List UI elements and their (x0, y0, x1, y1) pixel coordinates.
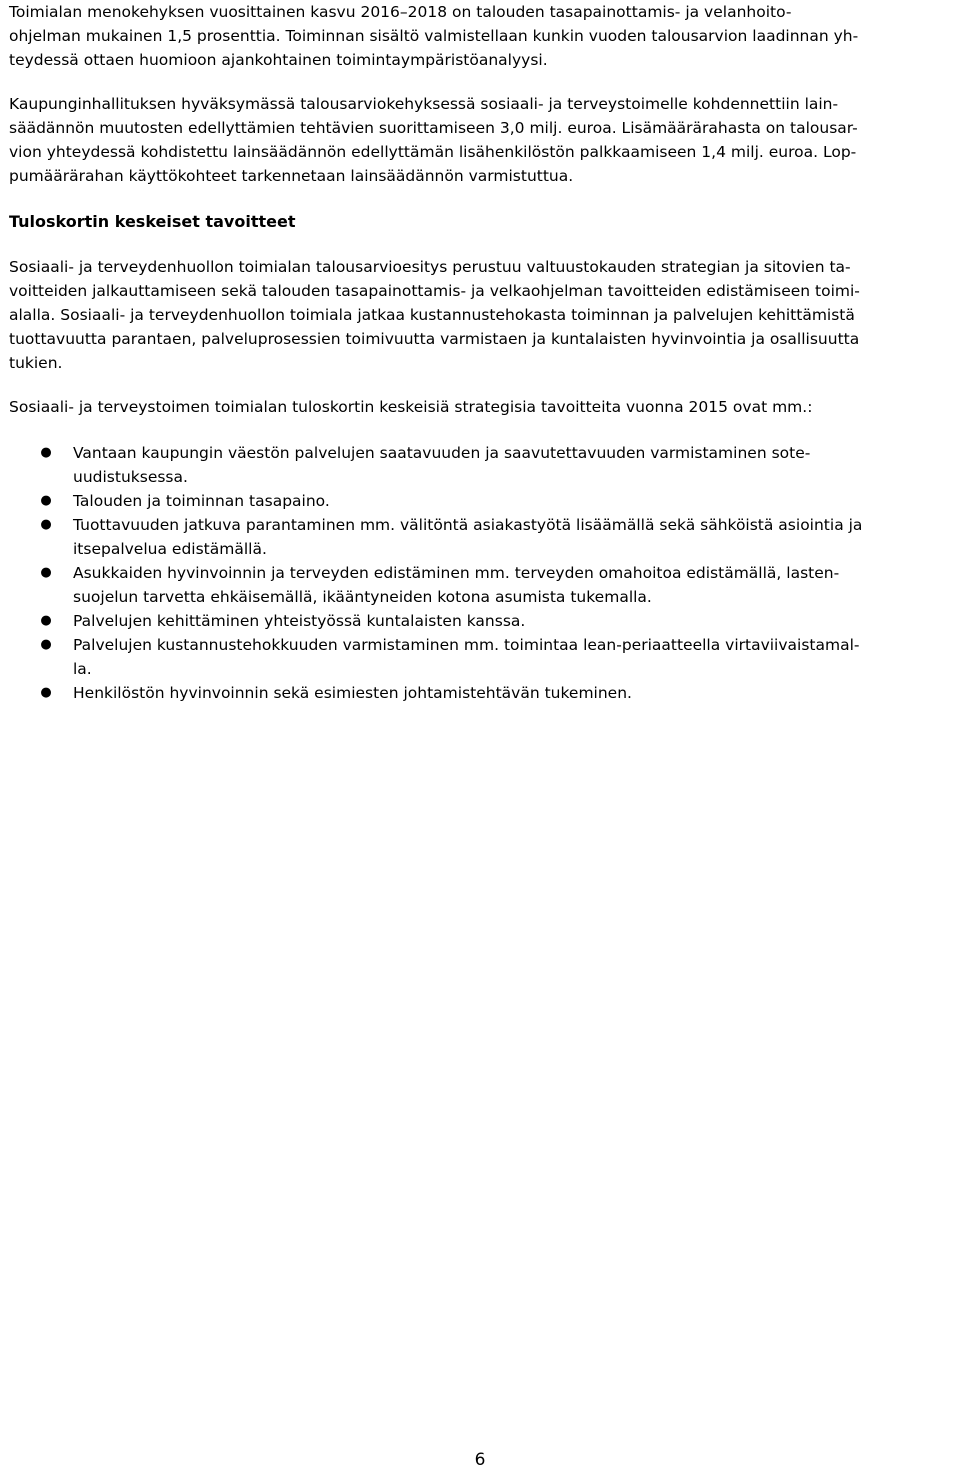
paragraph-legislation-funding (9, 92, 954, 188)
text-line: Sosiaali- ja terveydenhuollon toimialan talousarvioesitys perustuu valtuustokauden strategian ja sitovien ta- (9, 258, 851, 276)
list-item (9, 489, 954, 513)
text-line: Asukkaiden hyvinvoinnin ja terveyden edistäminen mm. terveyden omahoitoa edistämällä, lasten- (73, 564, 840, 582)
list-item (9, 633, 954, 681)
text-line: Tuottavuuden jatkuva parantaminen mm. välitöntä asiakastyötä lisäämällä sekä sähköistä asiointia ja (73, 516, 863, 534)
text-line: ohjelman mukainen 1,5 prosenttia. Toiminnan sisältö valmistellaan kunkin vuoden talousarvion laadinnan yh- (9, 27, 859, 45)
paragraph-budget-growth (9, 0, 954, 72)
text-line: itsepalvelua edistämällä. (73, 540, 267, 558)
text-line: teydessä ottaen huomioon ajankohtainen toimintaympäristöanalyysi. (9, 51, 548, 69)
list-item (9, 609, 954, 633)
text-line: Kaupunginhallituksen hyväksymässä talousarviokehyksessä sosiaali- ja terveystoimelle kohdennettiin lain- (9, 95, 839, 113)
goals-list (9, 441, 954, 705)
paragraph-strategy (9, 255, 954, 375)
text-line: Talouden ja toiminnan tasapaino. (73, 492, 330, 510)
bullet-icon: ● (40, 685, 52, 700)
text-line: alalla. Sosiaali- ja terveydenhuollon toimiala jatkaa kustannustehokasta toiminnan ja palvelujen kehittämistä (9, 306, 855, 324)
text-line: vion yhteydessä kohdistettu lainsäädännön edellyttämän lisähenkilöstön palkkaamiseen 1,4 milj. euroa. Lop- (9, 143, 857, 161)
bullet-icon: ● (40, 613, 52, 628)
bullet-icon: ● (40, 565, 52, 580)
text-line: uudistuksessa. (73, 468, 188, 486)
document-page (9, 0, 954, 705)
text-line: voitteiden jalkauttamiseen sekä talouden tasapainottamis- ja velkaohjelman tavoitteiden edistämiseen toimi- (9, 282, 860, 300)
text-line: Palvelujen kehittäminen yhteistyössä kuntalaisten kanssa. (73, 612, 526, 630)
text-line: suojelun tarvetta ehkäisemällä, ikääntyneiden kotona asumista tukemalla. (73, 588, 652, 606)
list-item (9, 513, 954, 561)
list-item (9, 441, 954, 489)
text-line: la. (73, 660, 92, 678)
text-line: säädännön muutosten edellyttämien tehtävien suorittamiseen 3,0 milj. euroa. Lisämäärärahasta on talousar- (9, 119, 858, 137)
page-number: 6 (474, 1450, 486, 1470)
bullet-icon: ● (40, 517, 52, 532)
text-line: pumäärärahan käyttökohteet tarkennetaan lainsäädännön varmistuttua. (9, 167, 574, 185)
text-line: Toimialan menokehyksen vuosittainen kasvu 2016–2018 on talouden tasapainottamis- ja velanhoito- (9, 3, 792, 21)
section-heading: Tuloskortin keskeiset tavoitteet (9, 212, 296, 231)
bullet-icon: ● (40, 637, 52, 652)
text-line: Vantaan kaupungin väestön palvelujen saatavuuden ja saavutettavuuden varmistaminen sote- (73, 444, 811, 462)
list-item (9, 561, 954, 609)
list-item (9, 681, 954, 705)
text-line: Palvelujen kustannustehokkuuden varmistaminen mm. toimintaa lean-periaatteella virtaviivaistamal- (73, 636, 860, 654)
text-line: Henkilöstön hyvinvoinnin sekä esimiesten johtamistehtävän tukeminen. (73, 684, 632, 702)
bullet-icon: ● (40, 445, 52, 460)
text-line: tuottavuutta parantaen, palveluprosessien toimivuutta varmistaen ja kuntalaisten hyvinvointia ja osallisuutta (9, 330, 860, 348)
bullet-icon: ● (40, 493, 52, 508)
text-line: tukien. (9, 354, 63, 372)
text-line: Sosiaali- ja terveystoimen toimialan tuloskortin keskeisiä strategisia tavoitteita vuonna 2015 ovat mm.: (9, 398, 813, 416)
paragraph-goals-intro (9, 395, 954, 419)
